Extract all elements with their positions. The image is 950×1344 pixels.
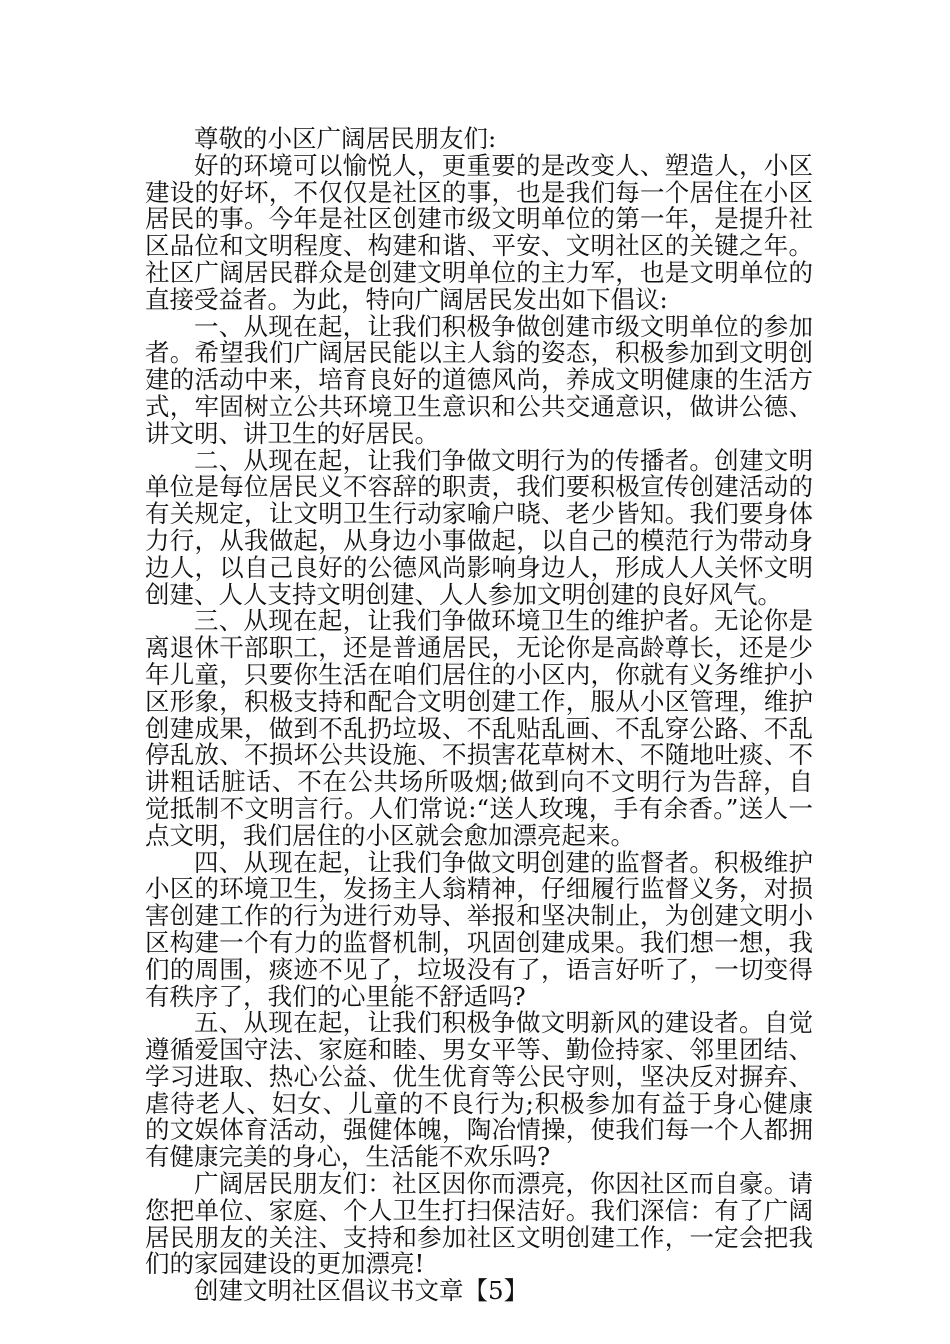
intro-paragraph: 好的环境可以愉悦人，更重要的是改变人、塑造人，小区建设的好坏，不仅仅是社区的事，也是我们每一个居住在小区居民的事。今年是社区创建市级文明单位的第一年，是提升社区品位和文明程度、构建和谐、平安、文明社区的关键之年。社区广阔居民群众是创建文明单位的主力军，也是文明单位的直接受益者。为此，特向广阔居民发出如下倡议: <box>145 150 813 314</box>
closing-paragraph: 广阔居民朋友们：社区因你而漂亮，你因社区而自豪。请您把单位、家庭、个人卫生打扫保洁好。我们深信：有了广阔居民朋友的关注、支持和参加社区文明创建工作，一定会把我们的家园建设的更加漂亮! <box>145 1169 813 1279</box>
proposal-2-paragraph: 二、从现在起，让我们争做文明行为的传播者。创建文明单位是每位居民义不容辞的职责，我们要积极宣传创建活动的有关规定，让文明卫生行动家喻户晓、老少皆知。我们要身体力行，从我做起，从身边小事做起，以自己的模范行为带动身边人，以自己良好的公德风尚影响身边人，形成人人关怀文明创建、人人支持文明创建、人人参加文明创建的良好风气。 <box>145 445 813 609</box>
next-article-heading: 创建文明社区倡议书文章【5】 <box>194 1276 529 1306</box>
document-body <box>145 126 813 1305</box>
proposal-4-paragraph: 四、从现在起，让我们争做文明创建的监督者。积极维护小区的环境卫生，发扬主人翁精神，仔细履行监督义务，对损害创建工作的行为进行劝导、举报和坚决制止，为创建文明小区构建一个有力的监督机制，巩固创建成果。我们想一想，我们的周围，痰迹不见了，垃圾没有了，语言好听了，一切变得有秩序了，我们的心里能不舒适吗? <box>145 847 813 1011</box>
proposal-5-paragraph: 五、从现在起，让我们积极争做文明新风的建设者。自觉遵循爱国守法、家庭和睦、男女平等、勤俭持家、邻里团结、学习进取、热心公益、优生优育等公民守则，坚决反对摒弃、虐待老人、妇女、儿童的不良行为;积极参加有益于身心健康的文娱体育活动，强健体魄，陶冶情操，使我们每一个人都拥有健康完美的身心，生活能不欢乐吗? <box>145 1008 813 1172</box>
salutation: 尊敬的小区广阔居民朋友们: <box>194 124 497 153</box>
proposal-3-paragraph: 三、从现在起，让我们争做环境卫生的维护者。无论你是离退休干部职工，还是普通居民，无论你是高龄尊长，还是少年儿童，只要你生活在咱们居住的小区内，你就有义务维护小区形象，积极支持和配合文明创建工作，服从小区管理，维护创建成果，做到不乱扔垃圾、不乱贴乱画、不乱穿公路、不乱停乱放、不损坏公共设施、不损害花草树木、不随地吐痰、不讲粗话脏话、不在公共场所吸烟;做到向不文明行为告辞，自觉抵制不文明言行。人们常说:“送人玫瑰，手有余香。”送人一点文明，我们居住的小区就会愈加漂亮起来。 <box>145 606 813 850</box>
proposal-1-paragraph: 一、从现在起，让我们积极争做创建市级文明单位的参加者。希望我们广阔居民能以主人翁的姿态，积极参加到文明创建的活动中来，培育良好的道德风尚，养成文明健康的生活方式，牢固树立公共环境卫生意识和公共交通意识，做讲公德、讲文明、讲卫生的好居民。 <box>145 311 813 448</box>
